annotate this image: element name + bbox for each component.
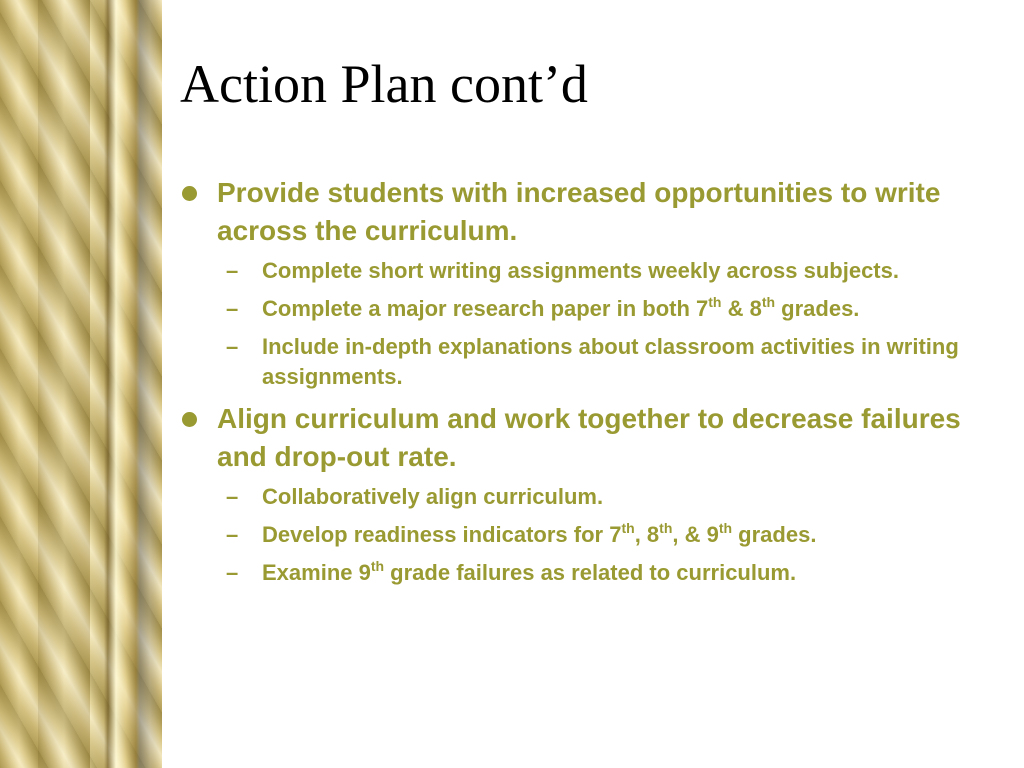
- slide-body: [180, 174, 1010, 596]
- border-stripe: [90, 0, 108, 768]
- border-stripe: [0, 0, 38, 768]
- sub-bullet-item: [180, 332, 1010, 392]
- sub-bullet-text: Complete short writing assignments weekly across subjects.: [262, 258, 899, 283]
- dash-icon: –: [226, 522, 239, 547]
- slide-title: Action Plan cont’d: [180, 54, 588, 114]
- sub-bullet-item: [180, 482, 1010, 512]
- dash-icon: –: [226, 560, 239, 585]
- border-stripe: [38, 0, 90, 768]
- sub-bullet-item: [180, 294, 1010, 324]
- bullet-dot-icon: [182, 186, 197, 201]
- ordinal-suffix: th: [621, 520, 635, 536]
- ordinal-suffix: th: [659, 520, 673, 536]
- bullet-item: [180, 174, 1010, 250]
- sub-bullet-text: Examine 9th grade failures as related to curriculum.: [262, 558, 797, 585]
- ordinal-suffix: th: [370, 558, 385, 574]
- bullet-text: Align curriculum and work together to decrease failures and drop-out rate.: [217, 403, 961, 472]
- bullet-dot-icon: [182, 412, 197, 427]
- sub-bullet-item: [180, 558, 1010, 588]
- dash-icon: –: [226, 334, 239, 359]
- ordinal-suffix: th: [708, 294, 722, 310]
- bullet-text: Provide students with increased opportunities to write across the curriculum.: [217, 177, 941, 246]
- sub-bullet-item: [180, 520, 1010, 550]
- dash-icon: –: [226, 484, 239, 509]
- sub-bullet-text: Include in-depth explanations about classroom activities in writing assignments.: [262, 334, 959, 389]
- ordinal-suffix: th: [718, 520, 733, 536]
- bullet-item: [180, 400, 1010, 476]
- sub-bullet-text: Collaboratively align curriculum.: [262, 484, 604, 509]
- dash-icon: –: [226, 296, 239, 321]
- dash-icon: –: [226, 258, 239, 283]
- sub-bullet-text: Develop readiness indicators for 7th, 8th, & 9th grades.: [262, 520, 817, 547]
- decorative-gold-border: [0, 0, 162, 768]
- ordinal-suffix: th: [761, 294, 776, 310]
- sub-bullet-item: [180, 256, 1010, 286]
- sub-bullet-text: Complete a major research paper in both 7th & 8th grades.: [262, 294, 860, 321]
